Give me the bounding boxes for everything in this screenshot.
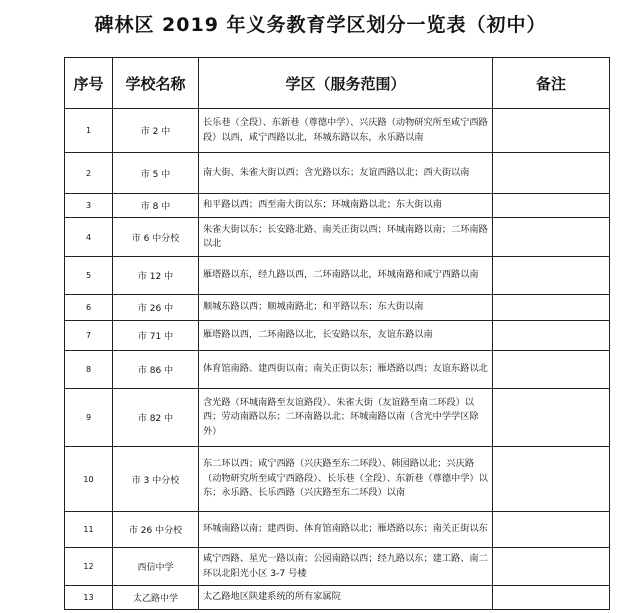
table-row (65, 257, 610, 295)
row-note (493, 351, 610, 389)
row-note (493, 295, 610, 321)
row-note (493, 586, 610, 610)
row-school: 市 5 中 (113, 153, 199, 194)
row-area: 南大街、朱雀大街以西；含光路以东；友谊西路以北；西大街以南 (199, 153, 493, 194)
row-note (493, 257, 610, 295)
row-area: 东二环以西；咸宁西路（兴庆路至东二环段）、韩园路以北；兴庆路（动物研究所至咸宁西路段）、长乐巷（全段）、东新巷（尊德中学）以东；永乐路、长乐西路（兴庆路至东二环段）以南 (199, 447, 493, 512)
row-no: 7 (65, 321, 113, 351)
row-school: 市 71 中 (113, 321, 199, 351)
row-no: 4 (65, 218, 113, 257)
row-no: 10 (65, 447, 113, 512)
table-row (65, 389, 610, 447)
row-note (493, 447, 610, 512)
row-note (493, 194, 610, 218)
header-note: 备注 (493, 58, 610, 109)
row-area: 咸宁西路、星光一路以南；公园南路以西；经九路以东；建工路、南二环以北阳光小区 3-7 号楼 (199, 548, 493, 586)
table-row (65, 321, 610, 351)
row-school: 太乙路中学 (113, 586, 199, 610)
row-area: 和平路以西；西至南大街以东；环城南路以北；东大街以南 (199, 194, 493, 218)
header-row (65, 58, 610, 109)
table-row (65, 153, 610, 194)
row-note (493, 548, 610, 586)
header-area: 学区（服务范围） (199, 58, 493, 109)
row-school: 市 12 中 (113, 257, 199, 295)
row-note (493, 512, 610, 548)
row-school: 市 86 中 (113, 351, 199, 389)
row-area: 体育馆南路、建西街以南；南关正街以东；雁塔路以西；友谊东路以北 (199, 351, 493, 389)
table-row (65, 512, 610, 548)
row-area: 长乐巷（全段）、东新巷（尊德中学）、兴庆路（动物研究所至咸宁西路段）以西，咸宁西路以北，环城东路以东，永乐路以南 (199, 109, 493, 153)
row-note (493, 321, 610, 351)
row-area: 太乙路地区陕建系统的所有家属院 (199, 586, 493, 610)
table-row (65, 548, 610, 586)
row-note (493, 153, 610, 194)
row-school: 市 8 中 (113, 194, 199, 218)
row-no: 6 (65, 295, 113, 321)
row-note (493, 109, 610, 153)
row-school: 市 82 中 (113, 389, 199, 447)
row-school: 市 26 中分校 (113, 512, 199, 548)
row-area: 环城南路以南；建西街、体育馆南路以北；雁塔路以东；南关正街以东 (199, 512, 493, 548)
row-no: 9 (65, 389, 113, 447)
table-row (65, 447, 610, 512)
table-row (65, 218, 610, 257)
row-area: 雁塔路以西，二环南路以北，长安路以东，友谊东路以南 (199, 321, 493, 351)
row-note (493, 218, 610, 257)
row-no: 12 (65, 548, 113, 586)
row-no: 8 (65, 351, 113, 389)
table-row (65, 295, 610, 321)
row-school: 市 2 中 (113, 109, 199, 153)
row-no: 3 (65, 194, 113, 218)
row-area: 朱雀大街以东；长安路北路、南关正街以西；环城南路以南；二环南路以北 (199, 218, 493, 257)
row-area: 顺城东路以西；顺城南路北；和平路以东；东大街以南 (199, 295, 493, 321)
row-school: 市 3 中分校 (113, 447, 199, 512)
row-no: 11 (65, 512, 113, 548)
row-no: 13 (65, 586, 113, 610)
row-no: 5 (65, 257, 113, 295)
header-no: 序号 (65, 58, 113, 109)
row-no: 2 (65, 153, 113, 194)
page-title: 碑林区 2019 年义务教育学区划分一览表（初中） (94, 14, 547, 36)
row-area: 含光路（环城南路至友谊路段）、朱雀大街（友谊路至南二环段）以西；劳动南路以东；二环南路以北；环城南路以南（含光中学学区除外） (199, 389, 493, 447)
table-row (65, 194, 610, 218)
table-row (65, 109, 610, 153)
table-row (65, 586, 610, 610)
row-school: 市 26 中 (113, 295, 199, 321)
row-school: 西信中学 (113, 548, 199, 586)
row-no: 1 (65, 109, 113, 153)
row-note (493, 389, 610, 447)
table-row (65, 351, 610, 389)
row-school: 市 6 中分校 (113, 218, 199, 257)
district-table (64, 57, 610, 610)
header-school: 学校名称 (113, 58, 199, 109)
row-area: 雁塔路以东，经九路以西，二环南路以北，环城南路和咸宁西路以南 (199, 257, 493, 295)
